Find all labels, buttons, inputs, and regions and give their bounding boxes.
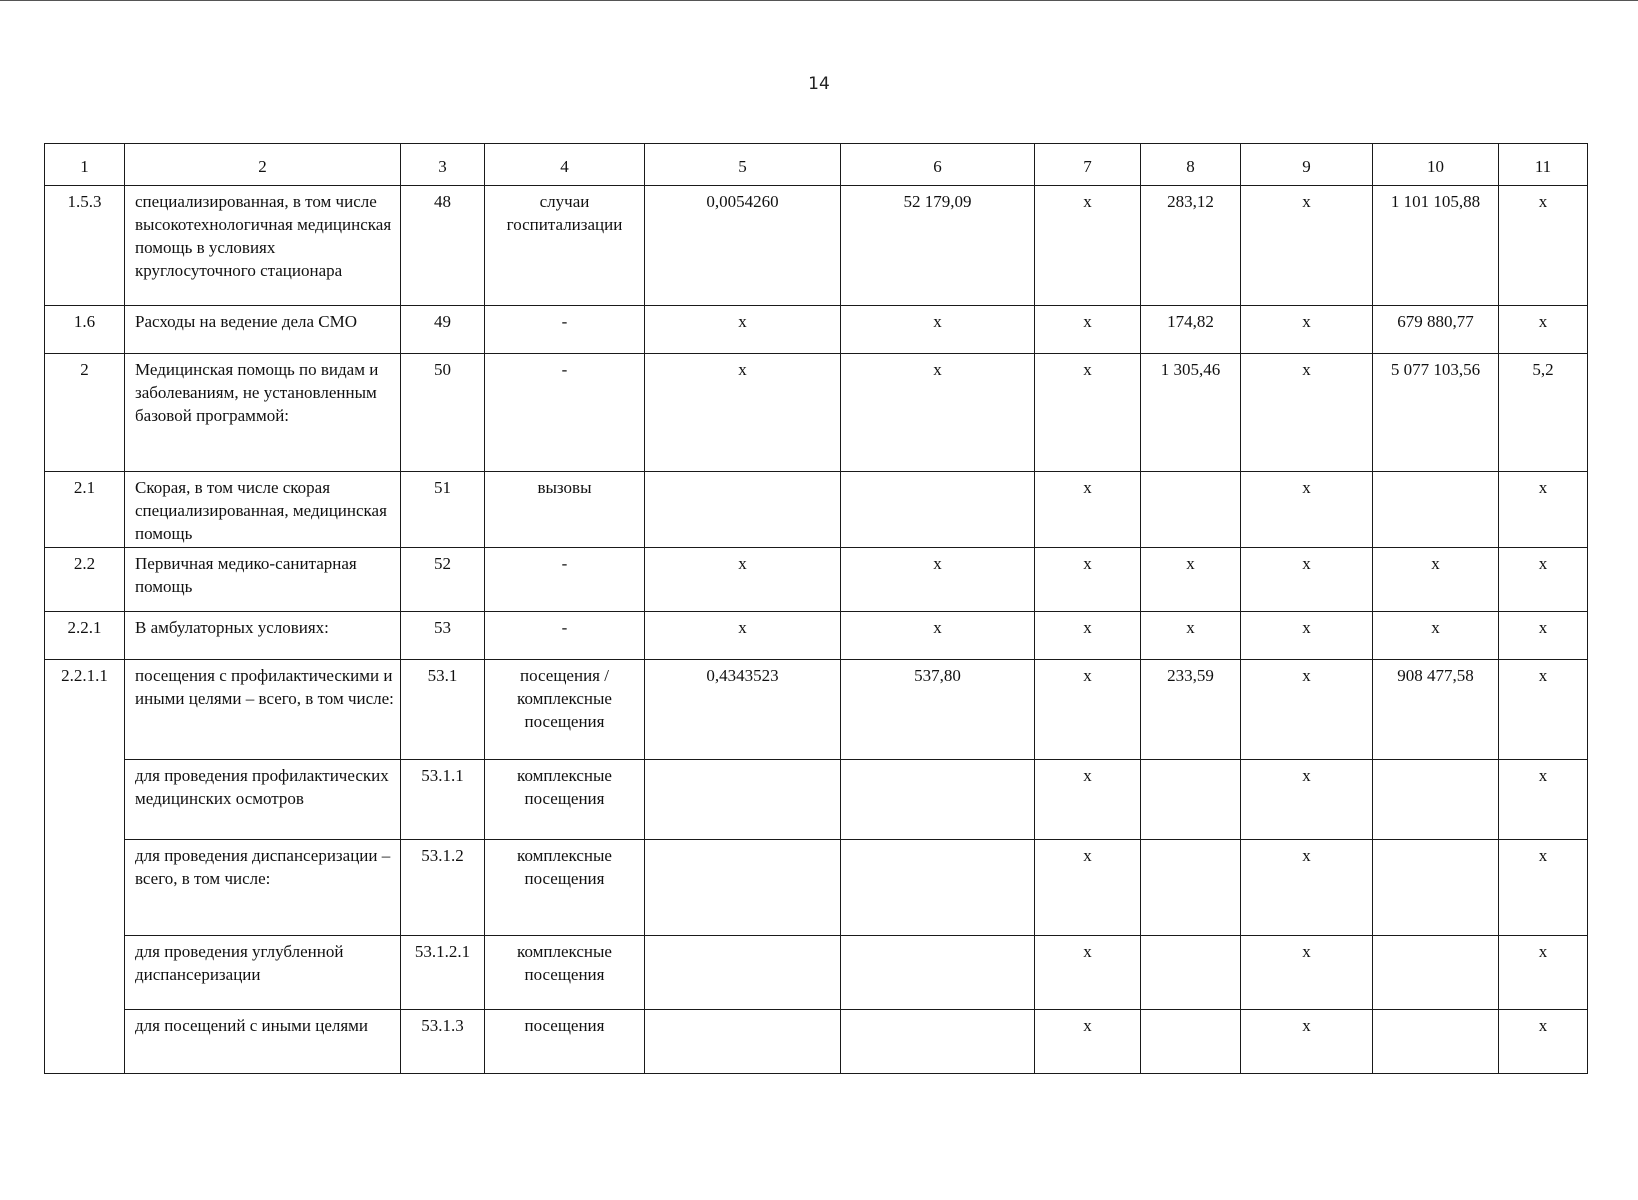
row-cell-8 bbox=[1141, 1010, 1241, 1074]
table-row bbox=[45, 660, 1588, 760]
row-cell-8: 1 305,46 bbox=[1141, 354, 1241, 472]
row-cell-7: x bbox=[1035, 760, 1141, 840]
row-cell-10: 908 477,58 bbox=[1373, 660, 1499, 760]
row-cell-5: x bbox=[645, 306, 841, 354]
table-header-row bbox=[45, 144, 1588, 186]
column-header: 10 bbox=[1373, 144, 1499, 186]
row-description: посещения с профилактическими и иными целями – всего, в том числе: bbox=[125, 660, 401, 760]
table-row bbox=[45, 936, 1588, 1010]
row-cell-5: 0,4343523 bbox=[645, 660, 841, 760]
row-cell-6 bbox=[841, 760, 1035, 840]
row-number: 2.1 bbox=[45, 472, 125, 548]
row-unit: посещения / комплексные посещения bbox=[485, 660, 645, 760]
table-row bbox=[45, 548, 1588, 612]
table-row bbox=[45, 306, 1588, 354]
row-line-code: 49 bbox=[401, 306, 485, 354]
row-description: В амбулаторных условиях: bbox=[125, 612, 401, 660]
row-cell-11: x bbox=[1499, 660, 1588, 760]
column-header: 2 bbox=[125, 144, 401, 186]
row-cell-10 bbox=[1373, 936, 1499, 1010]
row-line-code: 53 bbox=[401, 612, 485, 660]
row-cell-8: x bbox=[1141, 612, 1241, 660]
page-number: 14 bbox=[808, 74, 830, 94]
row-cell-9: x bbox=[1241, 186, 1373, 306]
row-description: для проведения углубленной диспансеризации bbox=[125, 936, 401, 1010]
row-number: 2.2.1 bbox=[45, 612, 125, 660]
row-cell-6: x bbox=[841, 354, 1035, 472]
row-cell-6 bbox=[841, 840, 1035, 936]
row-cell-10: 1 101 105,88 bbox=[1373, 186, 1499, 306]
column-header: 1 bbox=[45, 144, 125, 186]
row-cell-9: x bbox=[1241, 548, 1373, 612]
row-cell-7: x bbox=[1035, 936, 1141, 1010]
row-description: для проведения диспансеризации – всего, в том числе: bbox=[125, 840, 401, 936]
table-row bbox=[45, 472, 1588, 548]
row-unit: - bbox=[485, 354, 645, 472]
column-header: 11 bbox=[1499, 144, 1588, 186]
table-row bbox=[45, 186, 1588, 306]
row-cell-10: 679 880,77 bbox=[1373, 306, 1499, 354]
row-unit: случаи госпитализации bbox=[485, 186, 645, 306]
column-header: 4 bbox=[485, 144, 645, 186]
row-cell-7: x bbox=[1035, 306, 1141, 354]
row-cell-7: x bbox=[1035, 840, 1141, 936]
row-description: Расходы на ведение дела СМО bbox=[125, 306, 401, 354]
row-cell-5 bbox=[645, 1010, 841, 1074]
row-cell-7: x bbox=[1035, 472, 1141, 548]
row-cell-10: x bbox=[1373, 612, 1499, 660]
row-cell-6: 52 179,09 bbox=[841, 186, 1035, 306]
row-cell-10 bbox=[1373, 472, 1499, 548]
row-cell-7: x bbox=[1035, 660, 1141, 760]
row-line-code: 50 bbox=[401, 354, 485, 472]
row-number: 2 bbox=[45, 354, 125, 472]
row-line-code: 53.1.1 bbox=[401, 760, 485, 840]
row-cell-11: x bbox=[1499, 840, 1588, 936]
row-line-code: 53.1.3 bbox=[401, 1010, 485, 1074]
row-cell-5 bbox=[645, 760, 841, 840]
column-header: 3 bbox=[401, 144, 485, 186]
row-cell-6: x bbox=[841, 612, 1035, 660]
row-cell-6 bbox=[841, 936, 1035, 1010]
row-unit: вызовы bbox=[485, 472, 645, 548]
row-cell-5: x bbox=[645, 354, 841, 472]
row-unit: - bbox=[485, 306, 645, 354]
row-cell-5 bbox=[645, 840, 841, 936]
row-description: для проведения профилактических медицинских осмотров bbox=[125, 760, 401, 840]
row-description: Первичная медико-санитарная помощь bbox=[125, 548, 401, 612]
row-number: 2.2.1.1 bbox=[45, 660, 125, 1074]
row-cell-11: x bbox=[1499, 186, 1588, 306]
row-cell-11: x bbox=[1499, 548, 1588, 612]
row-line-code: 52 bbox=[401, 548, 485, 612]
row-cell-7: x bbox=[1035, 1010, 1141, 1074]
row-cell-8 bbox=[1141, 840, 1241, 936]
row-cell-6 bbox=[841, 1010, 1035, 1074]
row-cell-8: 233,59 bbox=[1141, 660, 1241, 760]
row-cell-6: 537,80 bbox=[841, 660, 1035, 760]
row-cell-6: x bbox=[841, 548, 1035, 612]
row-cell-7: x bbox=[1035, 186, 1141, 306]
row-number: 2.2 bbox=[45, 548, 125, 612]
row-cell-9: x bbox=[1241, 354, 1373, 472]
row-cell-9: x bbox=[1241, 612, 1373, 660]
row-cell-5: x bbox=[645, 548, 841, 612]
row-cell-8 bbox=[1141, 936, 1241, 1010]
column-header: 5 bbox=[645, 144, 841, 186]
row-description: для посещений с иными целями bbox=[125, 1010, 401, 1074]
row-unit: комплексные посещения bbox=[485, 936, 645, 1010]
data-table bbox=[44, 143, 1588, 1074]
row-line-code: 53.1.2.1 bbox=[401, 936, 485, 1010]
row-cell-7: x bbox=[1035, 548, 1141, 612]
row-cell-11: x bbox=[1499, 1010, 1588, 1074]
row-line-code: 53.1.2 bbox=[401, 840, 485, 936]
row-cell-10: x bbox=[1373, 548, 1499, 612]
row-cell-10 bbox=[1373, 840, 1499, 936]
row-cell-7: x bbox=[1035, 612, 1141, 660]
row-line-code: 48 bbox=[401, 186, 485, 306]
column-header: 7 bbox=[1035, 144, 1141, 186]
top-rule bbox=[0, 0, 1638, 1]
row-cell-6: x bbox=[841, 306, 1035, 354]
row-cell-5 bbox=[645, 472, 841, 548]
table-row bbox=[45, 1010, 1588, 1074]
row-cell-9: x bbox=[1241, 760, 1373, 840]
row-cell-11: x bbox=[1499, 760, 1588, 840]
row-description: Скорая, в том числе скорая специализированная, медицинская помощь bbox=[125, 472, 401, 548]
row-line-code: 51 bbox=[401, 472, 485, 548]
row-unit: - bbox=[485, 548, 645, 612]
table-row bbox=[45, 612, 1588, 660]
row-cell-11: 5,2 bbox=[1499, 354, 1588, 472]
row-cell-9: x bbox=[1241, 306, 1373, 354]
row-cell-5: 0,0054260 bbox=[645, 186, 841, 306]
row-line-code: 53.1 bbox=[401, 660, 485, 760]
row-cell-11: x bbox=[1499, 306, 1588, 354]
row-unit: комплексные посещения bbox=[485, 760, 645, 840]
row-cell-9: x bbox=[1241, 936, 1373, 1010]
column-header: 9 bbox=[1241, 144, 1373, 186]
row-number: 1.5.3 bbox=[45, 186, 125, 306]
row-cell-9: x bbox=[1241, 472, 1373, 548]
row-cell-8 bbox=[1141, 472, 1241, 548]
row-cell-5: x bbox=[645, 612, 841, 660]
row-number: 1.6 bbox=[45, 306, 125, 354]
table-row bbox=[45, 760, 1588, 840]
row-cell-8 bbox=[1141, 760, 1241, 840]
row-cell-9: x bbox=[1241, 840, 1373, 936]
column-header: 8 bbox=[1141, 144, 1241, 186]
row-description: Медицинская помощь по видам и заболеваниям, не установленным базовой программой: bbox=[125, 354, 401, 472]
row-unit: - bbox=[485, 612, 645, 660]
row-unit: посещения bbox=[485, 1010, 645, 1074]
row-cell-8: 283,12 bbox=[1141, 186, 1241, 306]
row-cell-10 bbox=[1373, 1010, 1499, 1074]
row-cell-6 bbox=[841, 472, 1035, 548]
column-header: 6 bbox=[841, 144, 1035, 186]
row-cell-8: x bbox=[1141, 548, 1241, 612]
table-row bbox=[45, 354, 1588, 472]
row-description: специализированная, в том числе высокотехнологичная медицинская помощь в условиях круглосуточного стационара bbox=[125, 186, 401, 306]
row-cell-11: x bbox=[1499, 936, 1588, 1010]
row-cell-9: x bbox=[1241, 660, 1373, 760]
row-cell-8: 174,82 bbox=[1141, 306, 1241, 354]
row-cell-5 bbox=[645, 936, 841, 1010]
row-cell-10 bbox=[1373, 760, 1499, 840]
row-unit: комплексные посещения bbox=[485, 840, 645, 936]
row-cell-11: x bbox=[1499, 612, 1588, 660]
table-row bbox=[45, 840, 1588, 936]
row-cell-9: x bbox=[1241, 1010, 1373, 1074]
row-cell-11: x bbox=[1499, 472, 1588, 548]
row-cell-10: 5 077 103,56 bbox=[1373, 354, 1499, 472]
row-cell-7: x bbox=[1035, 354, 1141, 472]
